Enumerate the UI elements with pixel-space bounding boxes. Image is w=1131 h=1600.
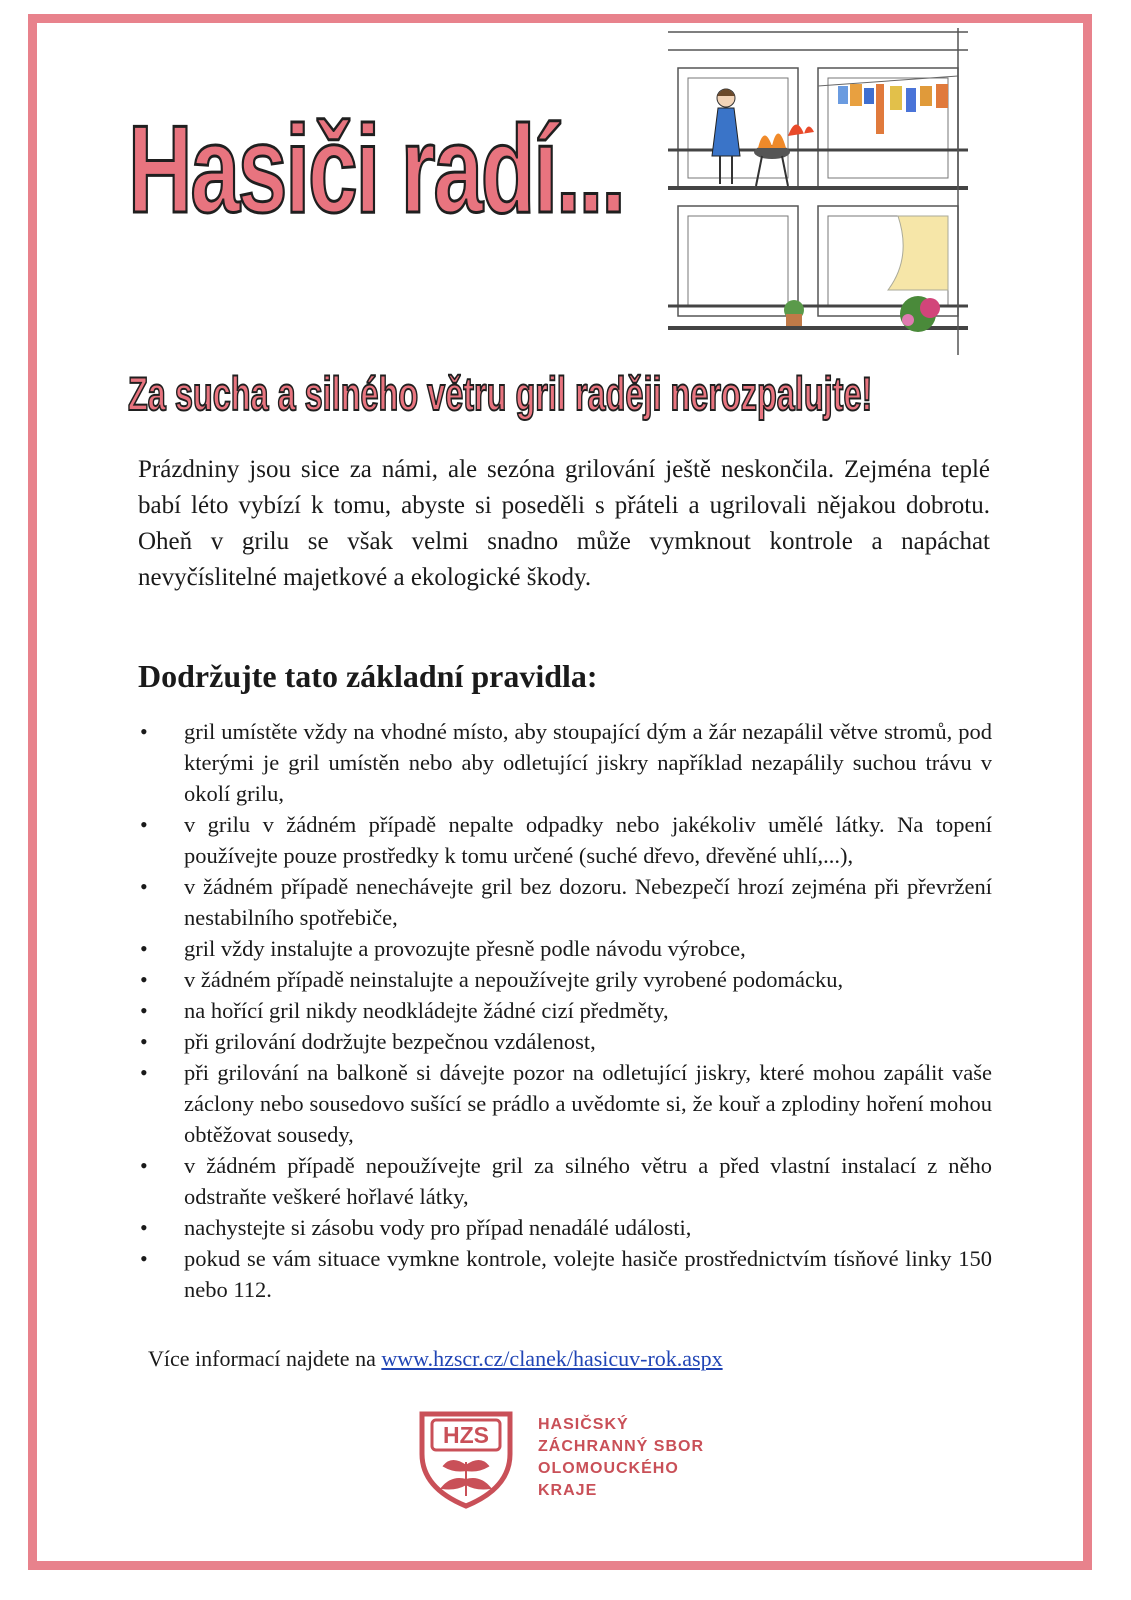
organization-line: ZÁCHRANNÝ SBOR xyxy=(538,1438,704,1455)
list-item: • gril vždy instalujte a provozujte přesně podle návodu výrobce, xyxy=(140,933,992,964)
list-item: • nachystejte si zásobu vody pro případ nenadálé události, xyxy=(140,1212,992,1243)
organization-line: HASIČSKÝ xyxy=(538,1416,629,1433)
list-item: • gril umístěte vždy na vhodné místo, aby stoupající dým a žár nezapálil větve stromů, pod kterými je gril umístěn nebo aby odletující jiskry například nezapálily suchou trávu v okolí grilu, xyxy=(140,716,992,809)
list-item: • v žádném případě nepoužívejte gril za silného větru a před vlastní instalací z něho odstraňte veškeré hořlavé látky, xyxy=(140,1150,992,1212)
list-item: • při grilování na balkoně si dávejte pozor na odletující jiskry, které mohou zapálit vaše záclony nebo sousedovo sušící se prádlo a uvědomte si, že kouř a zplodiny hoření mohou obtěžovat sousedy, xyxy=(140,1057,992,1150)
organization-line: KRAJE xyxy=(538,1482,598,1499)
more-info-link[interactable]: www.hzscr.cz/clanek/hasicuv-rok.aspx xyxy=(381,1346,723,1371)
organization-name xyxy=(538,1414,704,1502)
list-item: • v grilu v žádném případě nepalte odpadky nebo jakékoliv umělé látky. Na topení používejte pouze prostředky k tomu určené (suché dřevo, dřevěné uhlí,...), xyxy=(140,809,992,871)
logo-abbreviation: HZS xyxy=(443,1422,489,1448)
list-item: • pokud se vám situace vymkne kontrole, volejte hasiče prostřednictvím tísňové linky 150 nebo 112. xyxy=(140,1243,992,1305)
rules-heading: Dodržujte tato základní pravidla: xyxy=(138,658,598,694)
more-info xyxy=(148,1346,723,1372)
balcony-grill-illustration xyxy=(668,28,968,355)
hzs-logo xyxy=(414,1400,518,1510)
organization-line: OLOMOUCKÉHO xyxy=(538,1460,679,1477)
list-item: • při grilování dodržujte bezpečnou vzdálenost, xyxy=(140,1026,992,1057)
list-item: • v žádném případě neinstalujte a nepoužívejte grily vyrobené podomácku, xyxy=(140,964,992,995)
intro-paragraph: Prázdniny jsou sice za námi, ale sezóna grilování ještě neskončila. Zejména teplé babí léto vybízí k tomu, abyste si poseděli s přáteli a ugrilovali nějakou dobrotu. Oheň v grilu se však velmi snadno může vymknout kontrole a napáchat nevyčíslitelné majetkové a ekologické škody. xyxy=(138,456,990,591)
rules-list xyxy=(140,716,992,1305)
more-info-label: Více informací najdete na xyxy=(148,1346,376,1371)
list-item: • v žádném případě nenechávejte gril bez dozoru. Nebezpečí hrozí zejména při převržení nestabilního spotřebiče, xyxy=(140,871,992,933)
subtitle: Za sucha a silného větru gril raději nerozpalujte! xyxy=(128,367,873,420)
list-item: • na hořící gril nikdy neodkládejte žádné cizí předměty, xyxy=(140,995,992,1026)
page-title: Hasiči radí... xyxy=(128,101,624,239)
